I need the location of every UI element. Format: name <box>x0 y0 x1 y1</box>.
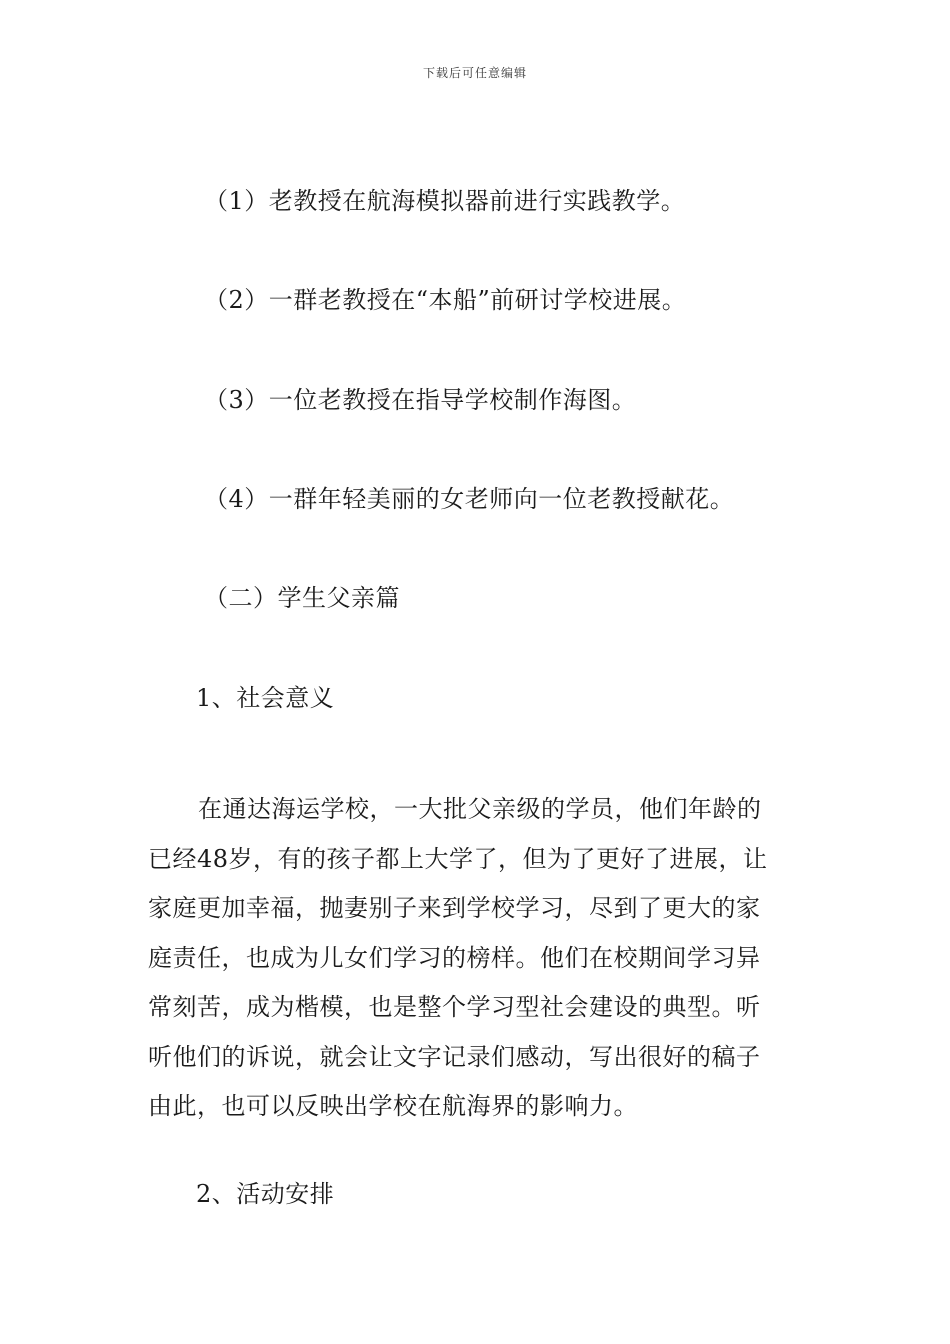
paragraph-line: 由此，也可以反映出学校在航海界的影响力。 <box>148 1092 638 1120</box>
list-item-3: （3）一位老教授在指导学校制作海图。 <box>204 386 637 414</box>
paragraph-line: 听他们的诉说，就会让文字记录们感动，写出很好的稿子 <box>148 1042 761 1071</box>
list-item-1: （1）老教授在航海模拟器前进行实践教学。 <box>204 187 686 215</box>
paragraph-line: 庭责任，也成为儿女们学习的榜样。他们在校期间学习异 <box>148 943 761 972</box>
list-item-4: （4）一群年轻美丽的女老师向一位老教授献花。 <box>204 485 735 513</box>
body-paragraph <box>148 785 808 1132</box>
subsection-heading-activity-arrangement: 2、活动安排 <box>196 1180 335 1208</box>
paragraph-line: 已经48岁，有的孩子都上大学了，但为了更好了进展，让 <box>148 844 768 873</box>
paragraph-line: 常刻苦，成为楷模，也是整个学习型社会建设的典型。听 <box>148 993 761 1021</box>
paragraph-line: 家庭更加幸福，抛妻别子来到学校学习，尽到了更大的家 <box>148 894 761 922</box>
paragraph-line: 在通达海运学校，一大批父亲级的学员，他们年龄的 <box>198 795 762 823</box>
subsection-heading-social-significance: 1、社会意义 <box>196 684 335 712</box>
list-item-2: （2）一群老教授在“本船”前研讨学校进展。 <box>204 286 687 314</box>
section-heading: （二）学生父亲篇 <box>204 584 400 612</box>
page-header-note: 下载后可任意编辑 <box>422 66 527 80</box>
